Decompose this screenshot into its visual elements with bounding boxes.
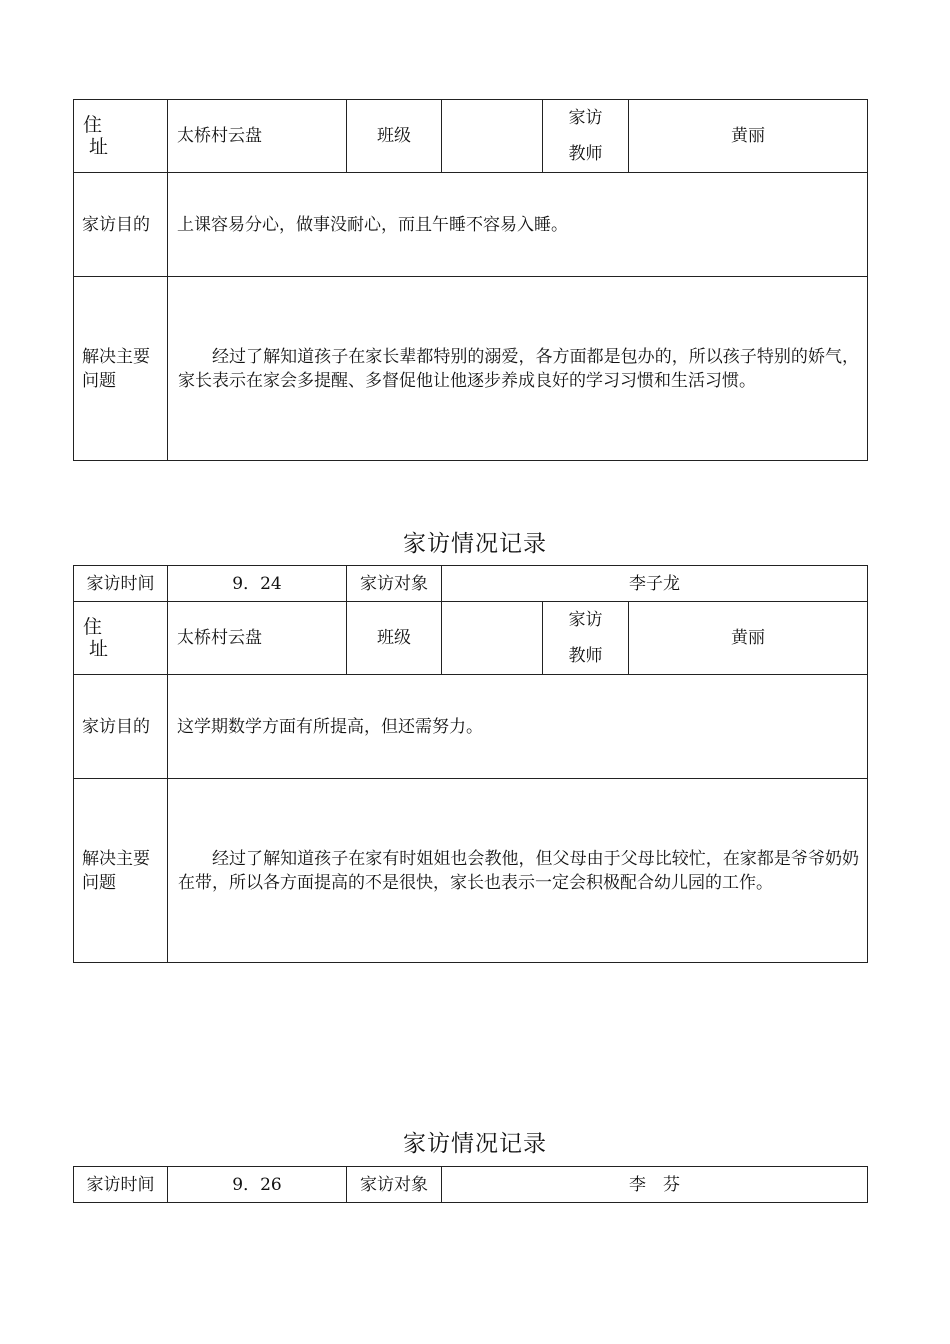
teacher-value: 黄丽 <box>629 100 868 173</box>
issue-label-line-1: 解决主要 <box>82 848 150 869</box>
teacher-label-line-1: 家访 <box>568 610 603 630</box>
visit-time-label: 家访时间 <box>74 566 168 602</box>
address-label-cell <box>74 100 168 173</box>
issue-label-cell <box>74 277 168 461</box>
issue-label-line-1: 解决主要 <box>82 346 150 367</box>
visit-target-label: 家访对象 <box>347 1167 442 1203</box>
class-label: 班级 <box>347 602 442 675</box>
visit-target-label: 家访对象 <box>347 566 442 602</box>
purpose-value: 这学期数学方面有所提高，但还需努力。 <box>168 675 868 779</box>
visit-record-table-3 <box>73 1166 868 1203</box>
teacher-label-cell <box>543 602 629 675</box>
visit-record-table-2 <box>73 565 868 963</box>
visit-target-value: 李 芬 <box>442 1167 868 1203</box>
address-value: 太桥村云盘 <box>168 602 347 675</box>
purpose-label: 家访目的 <box>74 173 168 277</box>
teacher-label-line-2: 教师 <box>568 646 603 666</box>
teacher-label-cell <box>543 100 629 173</box>
issue-value: 经过了解知道孩子在家长辈都特别的溺爱，各方面都是包办的，所以孩子特别的娇气，家长表示在家会多提醒、多督促他让他逐步养成良好的学习习惯和生活习惯。 <box>168 277 868 461</box>
issue-label-line-2: 问题 <box>82 370 116 391</box>
issue-value: 经过了解知道孩子在家有时姐姐也会教他，但父母由于父母比较忙，在家都是爷爷奶奶在带，所以各方面提高的不是很快，家长也表示一定会积极配合幼儿园的工作。 <box>168 779 868 963</box>
address-label-line-1: 住 <box>83 616 103 638</box>
visit-time-label: 家访时间 <box>74 1167 168 1203</box>
class-value <box>442 602 543 675</box>
purpose-value: 上课容易分心，做事没耐心，而且午睡不容易入睡。 <box>168 173 868 277</box>
class-label: 班级 <box>347 100 442 173</box>
visit-record-table-1 <box>73 99 868 461</box>
address-value: 太桥村云盘 <box>168 100 347 173</box>
issue-label-cell <box>74 779 168 963</box>
issue-label-line-2: 问题 <box>82 872 116 893</box>
visit-target-value: 李子龙 <box>442 566 868 602</box>
purpose-label: 家访目的 <box>74 675 168 779</box>
address-label-line-2: 址 <box>89 638 109 660</box>
class-value <box>442 100 543 173</box>
visit-time-value: 9．26 <box>168 1167 347 1203</box>
record-title: 家访情况记录 <box>403 1131 547 1157</box>
record-title: 家访情况记录 <box>403 531 547 557</box>
address-label-line-2: 址 <box>89 136 109 158</box>
teacher-value: 黄丽 <box>629 602 868 675</box>
teacher-label-line-2: 教师 <box>568 144 603 164</box>
visit-time-value: 9．24 <box>168 566 347 602</box>
teacher-label-line-1: 家访 <box>568 108 603 128</box>
address-label-cell <box>74 602 168 675</box>
address-label-line-1: 住 <box>83 114 103 136</box>
